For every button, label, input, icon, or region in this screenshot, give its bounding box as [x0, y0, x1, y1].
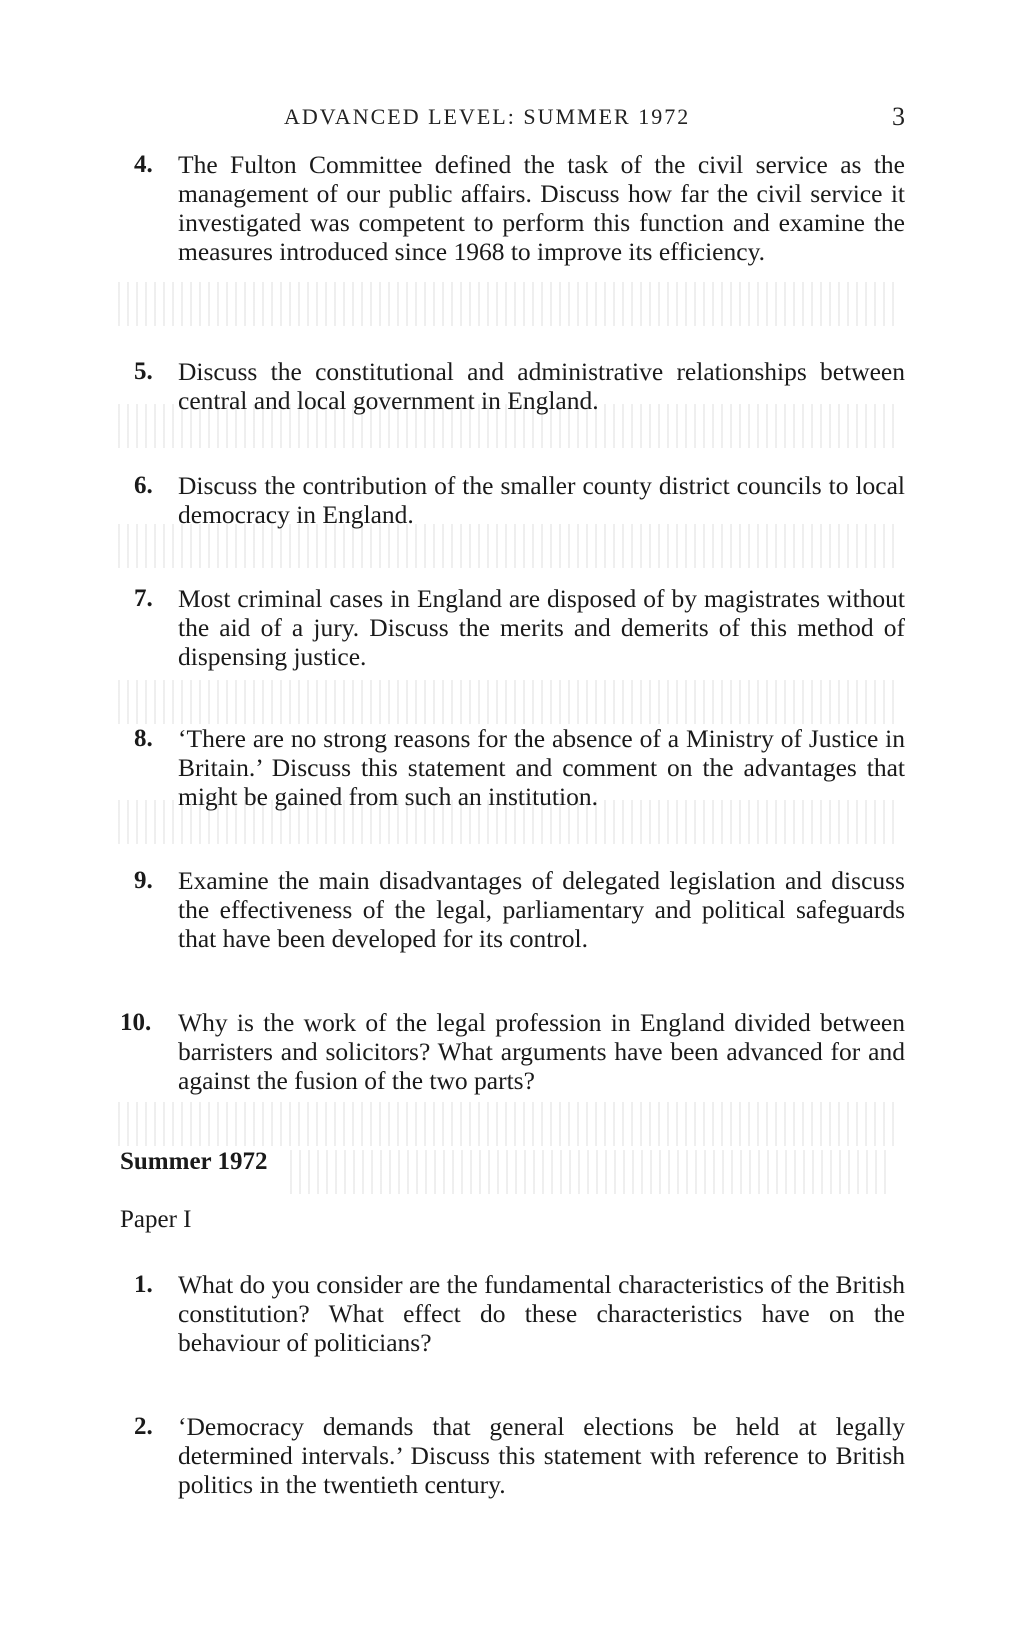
question-8	[120, 724, 905, 811]
show-through-text	[290, 1150, 890, 1194]
question-text: Discuss the constitutional and administrative relationships between central and local government in England.	[178, 357, 905, 415]
header-title: ADVANCED LEVEL: SUMMER 1972	[284, 104, 691, 129]
question-number: 1.	[134, 1271, 153, 1298]
question-number: 8.	[134, 725, 153, 752]
show-through-text	[118, 1102, 898, 1146]
section-title: Summer 1972	[120, 1148, 268, 1175]
show-through-text	[118, 524, 898, 568]
paper-title: Paper I	[120, 1206, 192, 1233]
running-header	[120, 104, 905, 144]
question-number: 2.	[134, 1413, 153, 1440]
question-4	[120, 150, 905, 266]
question-10	[120, 1008, 905, 1095]
question-text: Why is the work of the legal profession in England divided between barristers and solicitors? What arguments have been advanced for and against the fusion of the two parts?	[178, 1008, 905, 1095]
show-through-text	[118, 282, 898, 326]
question-number: 6.	[134, 472, 153, 499]
question-text: The Fulton Committee defined the task of the civil service as the management of our public affairs. Discuss how far the civil service it investigated was competent to perform this function and examine the measures introduced since 1968 to improve its efficiency.	[178, 150, 905, 266]
page-number: 3	[892, 102, 905, 131]
question-number: 4.	[134, 151, 153, 178]
question-text: Examine the main disadvantages of delegated legislation and discuss the effectiveness of the legal, parliamentary and political safeguards that have been developed for its control.	[178, 866, 905, 953]
paper1-question-2	[120, 1412, 905, 1499]
show-through-text	[118, 680, 898, 724]
question-text: What do you consider are the fundamental characteristics of the British constitution? What effect do these characteristics have on the behaviour of politicians?	[178, 1270, 905, 1357]
question-number: 9.	[134, 867, 153, 894]
question-5	[120, 357, 905, 415]
question-6	[120, 471, 905, 529]
question-9	[120, 866, 905, 953]
question-text: ‘Democracy demands that general elections be held at legally determined intervals.’ Discuss this statement with reference to British politics in the twentieth century.	[178, 1412, 905, 1499]
question-text: ‘There are no strong reasons for the absence of a Ministry of Justice in Britain.’ Discuss this statement and comment on the advantages that might be gained from such an institution.	[178, 724, 905, 811]
question-text: Most criminal cases in England are disposed of by magistrates without the aid of a jury. Discuss the merits and demerits of this method of dispensing justice.	[178, 584, 905, 671]
question-number: 10.	[120, 1009, 152, 1036]
question-number: 5.	[134, 358, 153, 385]
question-number: 7.	[134, 585, 153, 612]
question-7	[120, 584, 905, 671]
question-text: Discuss the contribution of the smaller county district councils to local democracy in England.	[178, 471, 905, 529]
paper1-question-1	[120, 1270, 905, 1357]
